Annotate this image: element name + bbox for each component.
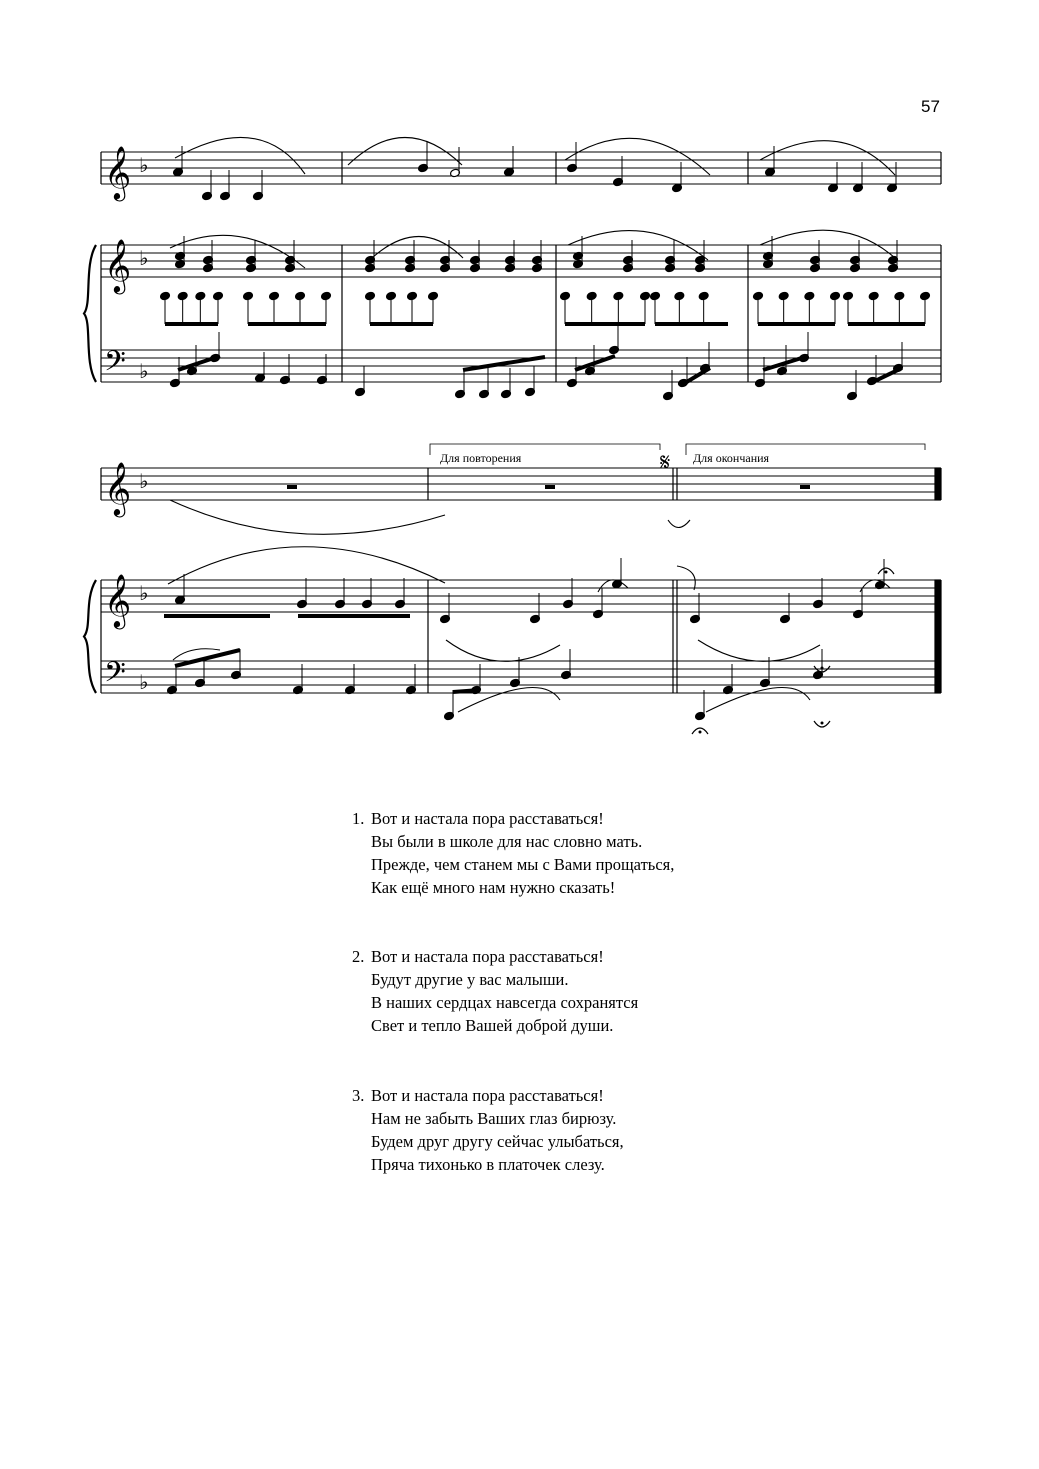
lyric-line: Нам не забыть Ваших глаз бирюзу.	[371, 1109, 617, 1128]
flat-icon: ♭	[139, 581, 149, 605]
clef-icon: 𝄢	[104, 345, 126, 385]
lyric-line: Вот и настала пора расставаться!	[371, 1086, 604, 1105]
volta-2-label: Для окончания	[693, 451, 770, 465]
clef-icon: 𝄢	[104, 656, 126, 696]
lyrics-verse-2	[352, 945, 638, 1037]
flat-icon: ♭	[139, 670, 149, 694]
flat-icon: ♭	[139, 469, 149, 493]
slurs	[168, 137, 895, 734]
lyric-line: Вы были в школе для нас словно мать.	[371, 832, 643, 851]
flat-icon: ♭	[139, 153, 149, 177]
lyric-line: В наших сердцах навсегда сохранятся	[371, 993, 639, 1012]
key-signatures	[139, 153, 148, 694]
staff-lines	[101, 152, 941, 693]
page-number: 57	[921, 97, 940, 116]
lyric-line: Как ещё много нам нужно сказать!	[371, 878, 616, 897]
clefs	[104, 145, 131, 696]
verse-number: 3.	[352, 1086, 365, 1105]
lyric-line: Будут другие у вас малыши.	[371, 970, 569, 989]
clef-icon: 𝄞	[104, 238, 132, 292]
flat-icon: ♭	[139, 359, 149, 383]
clef-icon: 𝄞	[104, 573, 132, 627]
lyrics-verse-3	[352, 1084, 624, 1176]
flat-icon: ♭	[139, 246, 149, 270]
lyric-line: Вот и настала пора расставаться!	[371, 947, 604, 966]
lyric-line: Вот и настала пора расставаться!	[371, 809, 604, 828]
volta-1-label: Для повторения	[440, 451, 522, 465]
lyric-line: Прежде, чем станем мы с Вами прощаться,	[371, 855, 675, 874]
clef-icon: 𝄞	[104, 461, 132, 515]
segno-icon: 𝄋	[660, 450, 671, 476]
clef-icon: 𝄞	[104, 145, 132, 199]
lyric-line: Будем друг другу сейчас улыбаться,	[371, 1132, 624, 1151]
lyric-line: Свет и тепло Вашей доброй души.	[371, 1016, 614, 1035]
verse-number: 2.	[352, 947, 365, 966]
verse-number: 1.	[352, 809, 365, 828]
lyric-line: Пряча тихонько в платочек слезу.	[371, 1155, 605, 1174]
lyrics-verse-1	[352, 807, 674, 899]
